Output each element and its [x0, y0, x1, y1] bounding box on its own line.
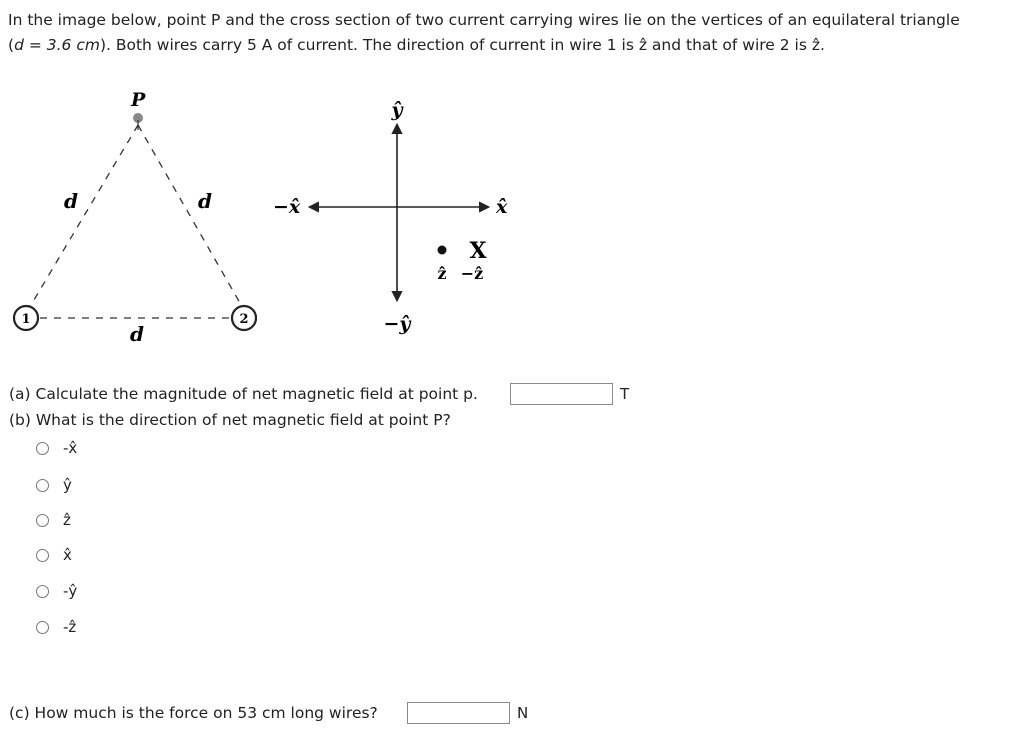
option-pos-y[interactable]: ŷ [36, 475, 72, 495]
part-b-question: (b) What is the direction of net magnetic field at point P? [9, 411, 451, 429]
option-neg-z[interactable]: -ẑ [36, 617, 76, 637]
side-label-bottom: d [130, 322, 144, 346]
wire-1-label: 1 [21, 312, 31, 327]
axis-x-neg-label: −x̂ [273, 196, 301, 218]
into-page-x-icon: X [469, 238, 487, 264]
axis-y-pos-label: ŷ [391, 99, 403, 121]
side-label-right: d [198, 189, 212, 213]
option-neg-x[interactable]: -x̂ [36, 438, 77, 458]
option-pos-x[interactable]: x̂ [36, 545, 72, 565]
radio-neg-y[interactable] [36, 585, 49, 598]
legend-in-label: −ẑ [460, 264, 484, 283]
axis-y-neg-label: −ŷ [383, 313, 411, 335]
axis-x-pos-label: x̂ [496, 196, 508, 218]
part-c-answer-input[interactable] [407, 702, 510, 724]
problem-statement [8, 8, 960, 58]
problem-line-1: In the image below, point P and the cross section of two current carrying wires lie on the vertices of an equilateral triangle [8, 11, 960, 29]
triangle-side-left [28, 125, 138, 310]
distance-value: d = 3.6 cm [14, 36, 100, 54]
radio-pos-y[interactable] [36, 479, 49, 492]
part-c-question: (c) How much is the force on 53 cm long wires? [9, 704, 378, 722]
wires-figure [0, 80, 560, 350]
part-a-question: (a) Calculate the magnitude of net magnetic field at point p. [9, 385, 478, 403]
legend-out-label: ẑ [437, 264, 447, 283]
part-a-unit: T [620, 385, 630, 403]
option-pos-z[interactable]: ẑ [36, 510, 71, 530]
triangle-side-right [138, 125, 244, 310]
out-of-page-dot-icon [438, 246, 447, 255]
part-a-answer-input[interactable] [510, 383, 613, 405]
radio-neg-x[interactable] [36, 442, 49, 455]
wire-2-label: 2 [239, 312, 249, 327]
problem-line-2: (d = 3.6 cm). Both wires carry 5 A of current. The direction of current in wire 1 is ẑ and that of wire 2 is ẑ. [8, 36, 825, 54]
radio-pos-x[interactable] [36, 549, 49, 562]
part-c-unit: N [517, 704, 529, 722]
side-label-left: d [64, 189, 78, 213]
radio-neg-z[interactable] [36, 621, 49, 634]
radio-pos-z[interactable] [36, 514, 49, 527]
option-neg-y[interactable]: -ŷ [36, 581, 77, 601]
point-p-label: P [131, 89, 146, 111]
